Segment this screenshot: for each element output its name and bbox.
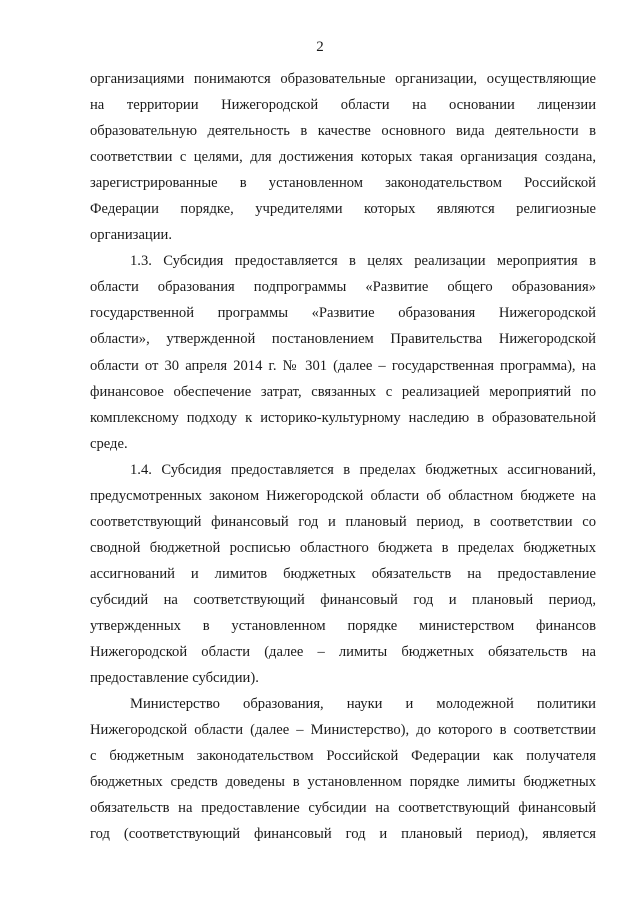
text-line: бюджетных средств доведены в установленном порядке лимиты бюджетных: [90, 774, 596, 791]
text-line: комплексному подходу к историко-культурному наследию в образовательной: [90, 409, 596, 426]
text-line: на территории Нижегородской области на основании лицензии: [90, 97, 596, 114]
paragraph-1-4-line: 1.4. Субсидия предоставляется в пределах бюджетных ассигнований,: [130, 461, 596, 478]
text-line: организациями понимаются образовательные организации, осуществляющие: [90, 71, 596, 87]
text-line: государственной программы «Развитие образования Нижегородской: [90, 305, 596, 322]
text-line: Нижегородской области (далее – лимиты бюджетных обязательств на: [90, 644, 596, 661]
text-line: год (соответствующий финансовый год и плановый период), является: [90, 826, 596, 843]
text-line: области образования подпрограммы «Развитие общего образования»: [90, 279, 596, 296]
text-line: финансовое обеспечение затрат, связанных с реализацией мероприятий по: [90, 383, 596, 400]
text-line: Федерации порядке, учредителями которых являются религиозные: [90, 201, 596, 218]
text-line: области от 30 апреля 2014 г. № 301 (далее – государственная программа), на: [90, 357, 596, 374]
text-line: предусмотренных законом Нижегородской области об областном бюджете на: [90, 487, 596, 504]
paragraph-ministry-line: Министерство образования, науки и молодежной политики: [130, 696, 596, 713]
text-line: организации.: [90, 227, 172, 244]
text-line: соответствии с целями, для достижения которых такая организация создана,: [90, 149, 596, 166]
text-line: с бюджетным законодательством Российской Федерации как получателя: [90, 748, 596, 765]
text-line: образовательную деятельность в качестве основного вида деятельности в: [90, 123, 596, 140]
text-line: соответствующий финансовый год и плановый период, в соответствии со: [90, 513, 596, 530]
text-line: предоставление субсидии).: [90, 670, 259, 687]
text-line: субсидий на соответствующий финансовый год и плановый период,: [90, 591, 596, 608]
text-line: обязательств на предоставление субсидии на соответствующий финансовый: [90, 800, 596, 817]
text-line: утвержденных в установленном порядке министерством финансов: [90, 617, 596, 634]
text-line: области», утвержденной постановлением Правительства Нижегородской: [90, 331, 596, 348]
text-line: среде.: [90, 435, 128, 452]
text-line: ассигнований и лимитов бюджетных обязательств на предоставление: [90, 565, 596, 582]
paragraph-1-3-line: 1.3. Субсидия предоставляется в целях реализации мероприятия в: [130, 253, 596, 270]
document-text: [90, 66, 596, 847]
text-line: сводной бюджетной росписью областного бюджета в пределах бюджетных: [90, 539, 596, 556]
page-number: 2: [316, 39, 324, 55]
text-line: зарегистрированные в установленном законодательством Российской: [90, 175, 596, 192]
text-line: Нижегородской области (далее – Министерство), до которого в соответствии: [90, 722, 596, 739]
